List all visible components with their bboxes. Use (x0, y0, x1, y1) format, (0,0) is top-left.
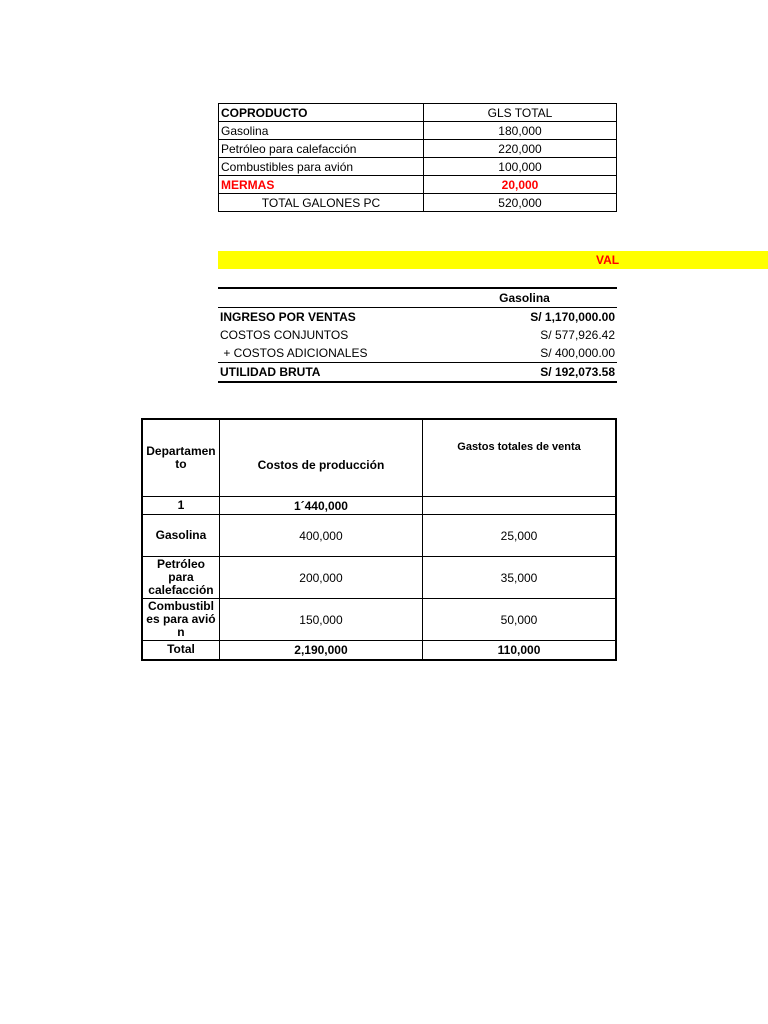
table-row (219, 140, 617, 158)
table-row (142, 599, 616, 641)
cell-mermas-value[interactable]: 20,000 (424, 176, 617, 194)
cell-amount[interactable]: S/ 577,926.42 (540, 328, 615, 342)
cell-product[interactable]: Petróleo para calefacción (219, 140, 424, 158)
table-total-row (218, 363, 617, 383)
header-departamento-label: Departamento (146, 443, 216, 471)
table-row (142, 497, 616, 515)
cell-sales-expense[interactable] (423, 497, 616, 515)
header-gls-total[interactable]: GLS TOTAL (424, 104, 617, 122)
cell-department[interactable]: Gasolina (142, 515, 219, 557)
table-row (218, 326, 617, 344)
header-empty-cell[interactable] (218, 288, 432, 308)
cell-sales-expense[interactable]: 35,000 (423, 557, 616, 599)
cell-production-cost[interactable]: 200,000 (219, 557, 422, 599)
cell-total-value[interactable]: 520,000 (424, 194, 617, 212)
cell-concept[interactable]: INGRESO POR VENTAS (220, 310, 356, 324)
table-total-row (219, 194, 617, 212)
cell-total-production[interactable]: 2,190,000 (219, 641, 422, 661)
table-header-row (218, 288, 617, 308)
cell-total-label[interactable]: TOTAL GALONES PC (219, 194, 424, 212)
cell-production-cost[interactable]: 400,000 (219, 515, 422, 557)
cell-sales-expense[interactable]: 25,000 (423, 515, 616, 557)
table-total-row (142, 641, 616, 661)
table-row (219, 176, 617, 194)
cell-mermas-label[interactable]: MERMAS (219, 176, 424, 194)
cell-product[interactable]: Combustibles para avión (219, 158, 424, 176)
cell-amount[interactable]: S/ 1,170,000.00 (530, 310, 615, 324)
table-row (218, 344, 617, 363)
highlight-band[interactable] (218, 251, 768, 269)
header-departamento[interactable] (142, 419, 219, 497)
header-costos-produccion[interactable]: Costos de producción (219, 419, 422, 497)
cell-department[interactable]: Petróleo para calefacción (142, 557, 219, 599)
cell-amount[interactable]: S/ 400,000.00 (540, 346, 615, 360)
cell-department[interactable] (142, 599, 219, 641)
cell-total-sales[interactable]: 110,000 (423, 641, 616, 661)
table-header-row (219, 104, 617, 122)
cell-gallons[interactable]: 220,000 (424, 140, 617, 158)
cell-gallons[interactable]: 100,000 (424, 158, 617, 176)
header-gastos-venta[interactable]: Gastos totales de venta (423, 419, 616, 497)
cell-production-cost[interactable]: 150,000 (219, 599, 422, 641)
cell-utilidad-label[interactable]: UTILIDAD BRUTA (218, 363, 432, 383)
table-row (218, 308, 617, 327)
table-row (142, 515, 616, 557)
header-coproducto[interactable]: COPRODUCTO (219, 104, 424, 122)
cell-sales-expense[interactable]: 50,000 (423, 599, 616, 641)
table-row (142, 557, 616, 599)
band-text: VAL (596, 253, 620, 267)
cell-concept[interactable]: COSTOS CONJUNTOS (220, 328, 349, 342)
table-row (219, 122, 617, 140)
cell-gallons[interactable]: 180,000 (424, 122, 617, 140)
cell-product[interactable]: Gasolina (219, 122, 424, 140)
coproducto-table (218, 103, 617, 212)
cell-production-cost[interactable]: 1´440,000 (219, 497, 422, 515)
cell-department[interactable]: 1 (142, 497, 219, 515)
header-gasolina[interactable]: Gasolina (432, 288, 617, 308)
table-header-row (142, 419, 616, 497)
department-table (141, 418, 617, 661)
cell-concept[interactable]: + COSTOS ADICIONALES (220, 346, 368, 360)
table-row (219, 158, 617, 176)
cell-total-label[interactable]: Total (142, 641, 219, 661)
income-table (218, 287, 617, 383)
cell-utilidad-value[interactable]: S/ 192,073.58 (432, 363, 617, 383)
cell-department-label: Combustibles para avión (146, 598, 216, 640)
